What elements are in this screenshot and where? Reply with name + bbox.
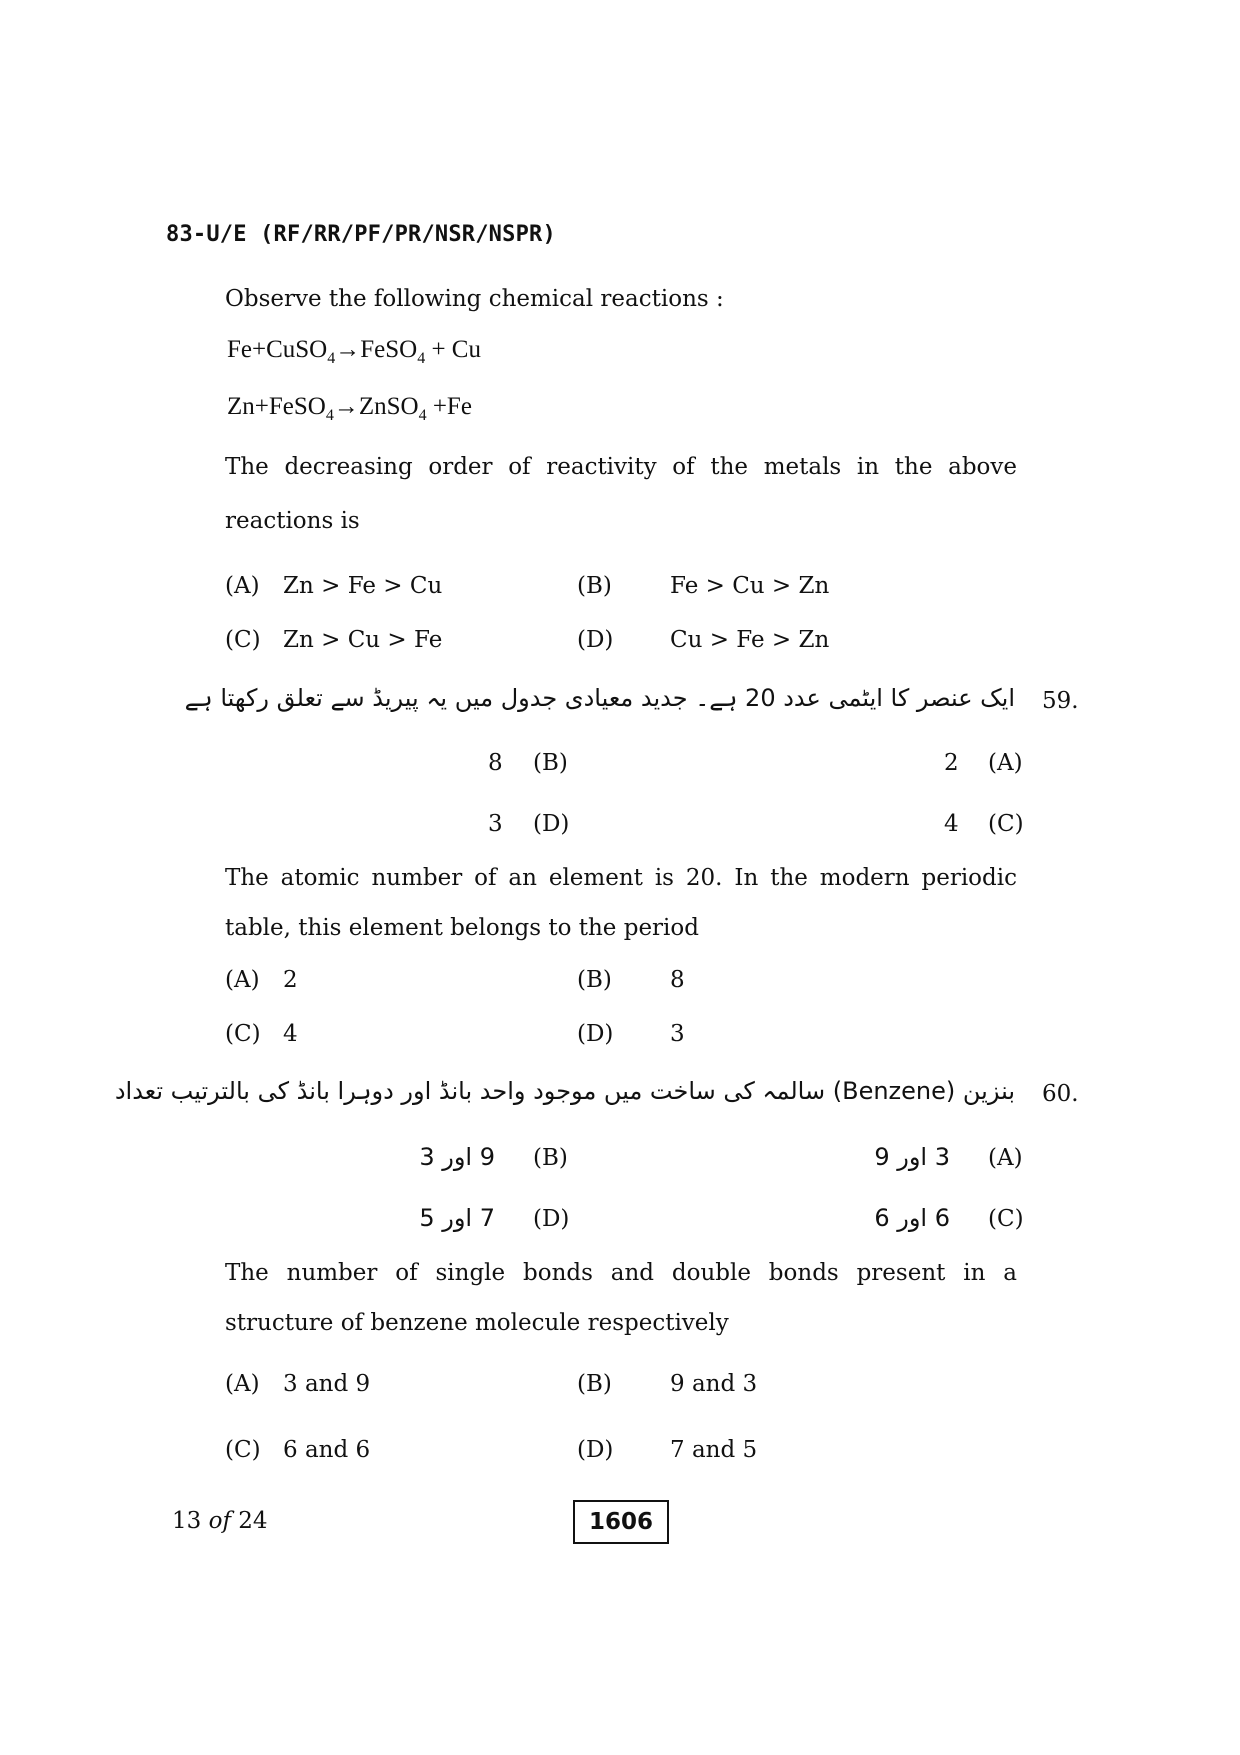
q58-option-c-text: Zn > Cu > Fe xyxy=(283,627,443,653)
q60-urdu-option-a-label[interactable]: (A) xyxy=(988,1145,1023,1171)
q58-equation-2: Zn+FeSO$_4$→ZnSO$_4$ +Fe xyxy=(227,393,472,424)
q58-option-b-label[interactable]: (B) xyxy=(577,573,612,599)
q59-option-c-label[interactable]: (C) xyxy=(225,1021,261,1047)
q60-urdu-question: بنزین (Benzene) سالمہ کی ساخت میں موجود واحد بانڈ اور دوہرا بانڈ کی بالترتیب تعداد xyxy=(114,1077,1015,1105)
q58-option-d-text: Cu > Fe > Zn xyxy=(670,627,830,653)
q60-option-b-label[interactable]: (B) xyxy=(577,1371,612,1397)
q58-option-a-label[interactable]: (A) xyxy=(225,573,260,599)
q59-option-b-text: 8 xyxy=(670,967,685,993)
q59-question: The atomic number of an element is 20. In the modern periodic xyxy=(225,865,1017,891)
q59-urdu-option-a-label[interactable]: (A) xyxy=(988,750,1023,776)
page-number: 13 of 24 xyxy=(172,1508,268,1534)
booklet-code-box: 1606 xyxy=(573,1500,669,1544)
q60-option-c-label[interactable]: (C) xyxy=(225,1437,261,1463)
q59-question-cont: table, this element belongs to the period xyxy=(225,915,699,941)
q58-question-cont: reactions is xyxy=(225,508,360,534)
q59-urdu-option-d-text: 3 xyxy=(488,811,503,837)
q60-urdu-option-b-text: 9 اور 3 xyxy=(419,1143,495,1171)
q59-urdu-option-a-text: 2 xyxy=(944,750,959,776)
q59-option-c-text: 4 xyxy=(283,1021,298,1047)
q58-option-b-text: Fe > Cu > Zn xyxy=(670,573,830,599)
q59-option-a-label[interactable]: (A) xyxy=(225,967,260,993)
paper-code: 83-U/E (RF/RR/PF/PR/NSR/NSPR) xyxy=(166,222,556,247)
q60-option-d-label[interactable]: (D) xyxy=(577,1437,614,1463)
q58-intro: Observe the following chemical reactions : xyxy=(225,286,724,312)
q60-urdu-option-c-text: 6 اور 6 xyxy=(874,1204,950,1232)
q59-urdu-option-c-label[interactable]: (C) xyxy=(988,811,1024,837)
q60-option-c-text: 6 and 6 xyxy=(283,1437,371,1463)
q60-urdu-option-c-label[interactable]: (C) xyxy=(988,1206,1024,1232)
q60-question-cont: structure of benzene molecule respectively xyxy=(225,1310,729,1336)
q60-option-a-text: 3 and 9 xyxy=(283,1371,371,1397)
q59-option-d-text: 3 xyxy=(670,1021,685,1047)
q60-option-d-text: 7 and 5 xyxy=(670,1437,758,1463)
q59-number: 59. xyxy=(1042,688,1079,714)
q60-option-b-text: 9 and 3 xyxy=(670,1371,758,1397)
q60-number: 60. xyxy=(1042,1081,1079,1107)
q60-urdu-option-d-text: 7 اور 5 xyxy=(419,1204,495,1232)
q59-option-a-text: 2 xyxy=(283,967,298,993)
q60-option-a-label[interactable]: (A) xyxy=(225,1371,260,1397)
q59-urdu-option-d-label[interactable]: (D) xyxy=(533,811,570,837)
q60-urdu-option-a-text: 3 اور 9 xyxy=(874,1143,950,1171)
q59-option-d-label[interactable]: (D) xyxy=(577,1021,614,1047)
q58-option-c-label[interactable]: (C) xyxy=(225,627,261,653)
q60-urdu-option-b-label[interactable]: (B) xyxy=(533,1145,568,1171)
q59-urdu-question: ایک عنصر کا ایٹمی عدد 20 ہے۔ جدید معیادی جدول میں یہ پیریڈ سے تعلق رکھتا ہے xyxy=(184,684,1015,712)
q58-equation-1: Fe+CuSO$_4$→FeSO$_4$ + Cu xyxy=(227,336,481,367)
q58-option-a-text: Zn > Fe > Cu xyxy=(283,573,443,599)
q58-option-d-label[interactable]: (D) xyxy=(577,627,614,653)
q58-question: The decreasing order of reactivity of the metals in the above xyxy=(225,454,1017,480)
q59-option-b-label[interactable]: (B) xyxy=(577,967,612,993)
q60-question: The number of single bonds and double bonds present in a xyxy=(225,1260,1017,1286)
q59-urdu-option-c-text: 4 xyxy=(944,811,959,837)
q59-urdu-option-b-text: 8 xyxy=(488,750,503,776)
q59-urdu-option-b-label[interactable]: (B) xyxy=(533,750,568,776)
q60-urdu-option-d-label[interactable]: (D) xyxy=(533,1206,570,1232)
